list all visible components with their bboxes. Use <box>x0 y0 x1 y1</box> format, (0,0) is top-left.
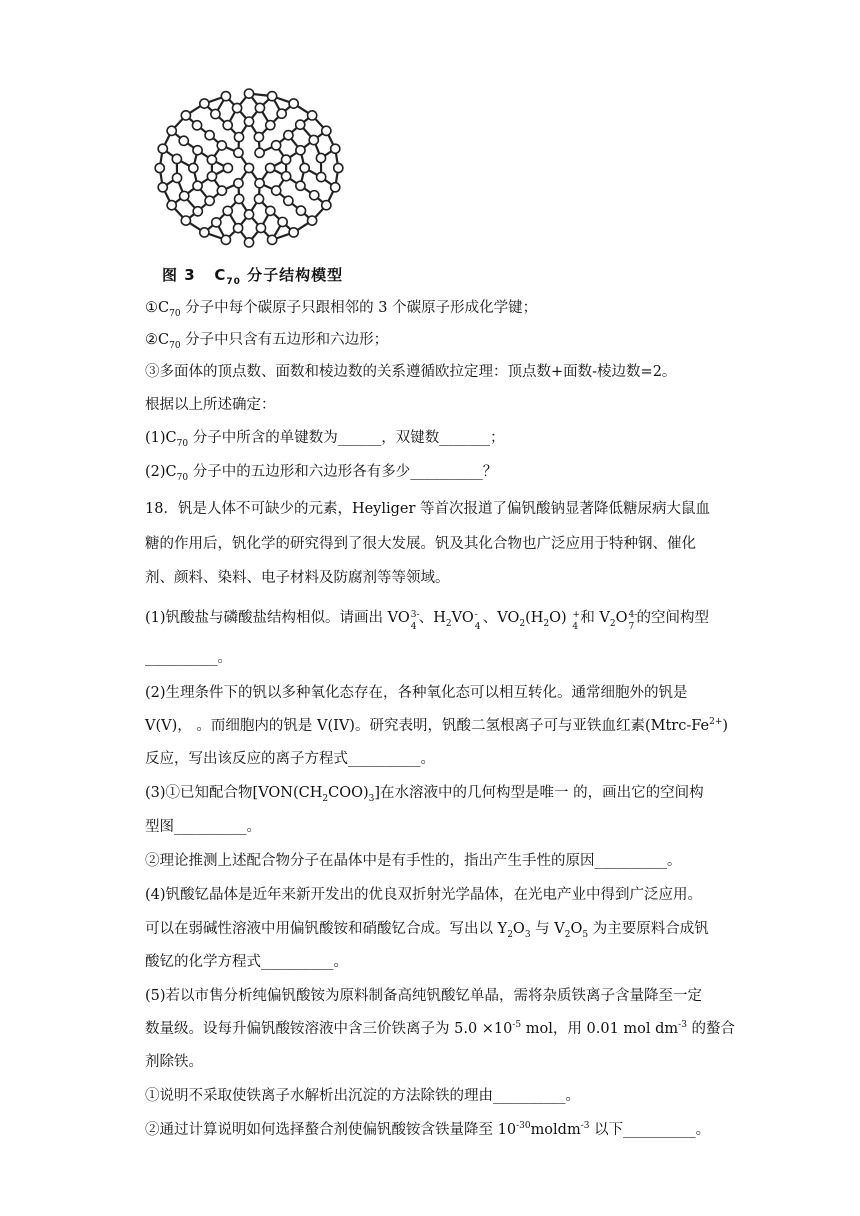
line-8: 糖的作用后，钒化学的研究得到了很大发展。钒及其化合物也广泛应用于特种钢、催化 <box>145 536 696 552</box>
carbon-atom <box>254 132 263 141</box>
carbon-atom <box>172 173 181 182</box>
caption-text: 分子结构模型 <box>247 266 344 284</box>
carbon-atom <box>300 163 309 172</box>
line-17: ②理论推测上述配合物分子在晶体中是有手性的，指出产生手性的原因__________。 <box>145 853 682 869</box>
carbon-atom <box>167 201 176 210</box>
carbon-atom <box>296 146 305 155</box>
line-6: $(2)C_{70}$ 分子中的五边形和六边形各有多少__________？ <box>145 464 498 483</box>
carbon-atom <box>189 163 198 172</box>
carbon-atom <box>234 179 243 188</box>
carbon-atom <box>172 154 181 163</box>
carbon-atom <box>272 186 281 195</box>
carbon-atom <box>254 194 263 203</box>
carbon-atom <box>255 148 264 157</box>
carbon-atom <box>322 126 331 135</box>
carbon-atom <box>212 218 221 227</box>
line-22: 数量级。设每升偏钒酸铵溶液中含三价铁离子为 $5.0 \times 10^{-5}$ mol，用 0.01 mol $dm^{-3}$ 的螯合 <box>145 1020 736 1037</box>
carbon-atom <box>266 206 275 215</box>
caption-sub: 70 <box>226 277 241 287</box>
carbon-atom <box>244 238 253 247</box>
line-15: (3)①已知配合物$[VON(CH_2COO)_3]$在水溶液中的几何构型是唯一 的，画出它的空间构 <box>145 785 704 804</box>
line-24: ①说明不采取使铁离子水解析出沉淀的方法除铁的理由__________。 <box>145 1088 580 1104</box>
line-5: $(1)C_{70}$ 分子中所含的单键数为______，双键数_______； <box>145 430 505 449</box>
line-20: 酸钇的化学方程式__________。 <box>145 954 348 970</box>
carbon-atom <box>181 216 190 225</box>
carbon-atom <box>211 109 220 118</box>
carbon-atom <box>234 133 243 142</box>
carbon-atom <box>217 141 226 150</box>
carbon-atom <box>223 163 232 172</box>
line-16: 型图__________。 <box>145 819 261 835</box>
carbon-atom <box>268 92 277 101</box>
line-10: (1)钒酸盐与磷酸盐结构相似。请画出 VO 3- 4 、$H_2VO$ - 4 、$VO_2(H_2O)$ + 4 和 $V_2O$ 4- 7 的空间构型 <box>145 610 710 632</box>
line-18: (4)钒酸钇晶体是近年来新开发出的优良双折射光学晶体，在光电产业中得到广泛应用。 <box>145 887 703 903</box>
carbon-atom <box>244 117 253 126</box>
carbon-atom <box>310 191 319 200</box>
carbon-atom <box>272 141 281 150</box>
line-23: 剂除铁。 <box>145 1054 203 1070</box>
carbon-atom <box>234 148 243 157</box>
line-13: V(V)， 。而细胞内的钒是 V(IV)。研究表明，钒酸二氢根离子可与亚铁血红素$(Mtrc-Fe^{2+})$ <box>145 717 729 734</box>
line-14: 反应，写出该反应的离子方程式__________。 <box>145 751 435 767</box>
carbon-atom <box>205 131 214 140</box>
caption-fig-number: 图 3 <box>162 266 196 284</box>
carbon-atom <box>193 146 202 155</box>
line-11: __________。 <box>145 650 232 666</box>
carbon-atom <box>167 126 176 135</box>
carbon-atom <box>268 235 277 244</box>
carbon-atom <box>155 163 164 172</box>
carbon-atom <box>207 155 216 164</box>
carbon-atom <box>255 103 264 112</box>
carbon-atom <box>179 136 188 145</box>
carbon-atom <box>296 206 305 215</box>
line-4: 根据以上所述确定： <box>145 397 276 413</box>
carbon-atom <box>207 172 216 181</box>
carbon-atom <box>180 191 189 200</box>
carbon-atom <box>244 210 253 219</box>
carbon-atom <box>256 223 265 232</box>
line-3: ③多面体的顶点数、面数和棱边数的关系遵循欧拉定理：顶点数+面数-棱边数=2。 <box>145 364 677 380</box>
carbon-atom <box>193 181 202 190</box>
line-7: 18．钒是人体不可缺少的元素，Heyliger 等首次报道了偏钒酸钠显著降低糖尿病大鼠血 <box>145 501 711 517</box>
carbon-atom <box>289 228 298 237</box>
carbon-atom <box>289 99 298 108</box>
carbon-atom <box>181 111 190 120</box>
line-9: 剂、颜料、染料、电子材料及防腐剂等等领域。 <box>145 570 450 586</box>
carbon-atom <box>308 111 317 120</box>
carbon-atom <box>217 186 226 195</box>
c70-structure-image <box>146 84 352 258</box>
carbon-atom <box>221 235 230 244</box>
carbon-atom <box>200 228 209 237</box>
carbon-atom <box>296 120 305 129</box>
carbon-atom <box>278 217 287 226</box>
carbon-atom <box>158 183 167 192</box>
line-21: (5)若以市售分析纯偏钒酸铵为原料制备高纯钒酸钇单晶，需将杂质铁离子含量降至一定 <box>145 988 703 1004</box>
carbon-atom <box>334 163 343 172</box>
c70-molecule-figure <box>146 84 352 258</box>
carbon-atom <box>255 179 264 188</box>
carbon-atom <box>205 196 214 205</box>
carbon-atom <box>309 135 318 144</box>
carbon-atom <box>317 172 326 181</box>
carbon-atom <box>223 121 232 130</box>
carbon-atom <box>284 131 293 140</box>
carbon-atom <box>244 163 253 172</box>
carbon-atom <box>331 144 340 153</box>
carbon-atom <box>193 207 202 216</box>
line-19: 可以在弱碱性溶液中用偏钒酸铵和硝酸钇合成。写出以 $Y_2O_3$ 与 $V_2O_5$ 为主要原料合成钒 <box>145 921 709 940</box>
carbon-atom <box>277 109 286 118</box>
carbon-atom <box>308 216 317 225</box>
carbon-atom <box>266 163 275 172</box>
line-1: $①C_{70}$ 分子中每个碳原子只跟相邻的 3 个碳原子形成化学键； <box>145 300 538 319</box>
carbon-atom <box>266 121 275 130</box>
carbon-atom <box>235 194 244 203</box>
line-12: (2)生理条件下的钒以多种氧化态存在，各种氧化态可以相互转化。通常细胞外的钒是 <box>145 685 688 701</box>
carbon-atom <box>322 201 331 210</box>
carbon-atom <box>244 89 253 98</box>
carbon-atom <box>158 144 167 153</box>
carbon-atom <box>316 153 325 162</box>
line-25: ②通过计算说明如何选择螯合剂使偏钒酸铵含铁量降至 $10^{-30}moldm^{-3}$ 以下__________。 <box>145 1121 711 1138</box>
carbon-atom <box>282 172 291 181</box>
carbon-atom <box>192 121 201 130</box>
carbon-atom <box>200 99 209 108</box>
carbon-atom <box>296 181 305 190</box>
carbon-atom <box>221 92 230 101</box>
carbon-atom <box>331 183 340 192</box>
line-2: $②C_{70}$ 分子中只含有五边形和六边形； <box>145 332 389 351</box>
carbon-atom <box>232 103 241 112</box>
carbon-atom <box>284 196 293 205</box>
carbon-atom <box>281 155 290 164</box>
carbon-atom <box>233 224 242 233</box>
figure-caption <box>162 264 343 285</box>
carbon-atom <box>223 206 232 215</box>
caption-formula: C <box>214 266 227 284</box>
